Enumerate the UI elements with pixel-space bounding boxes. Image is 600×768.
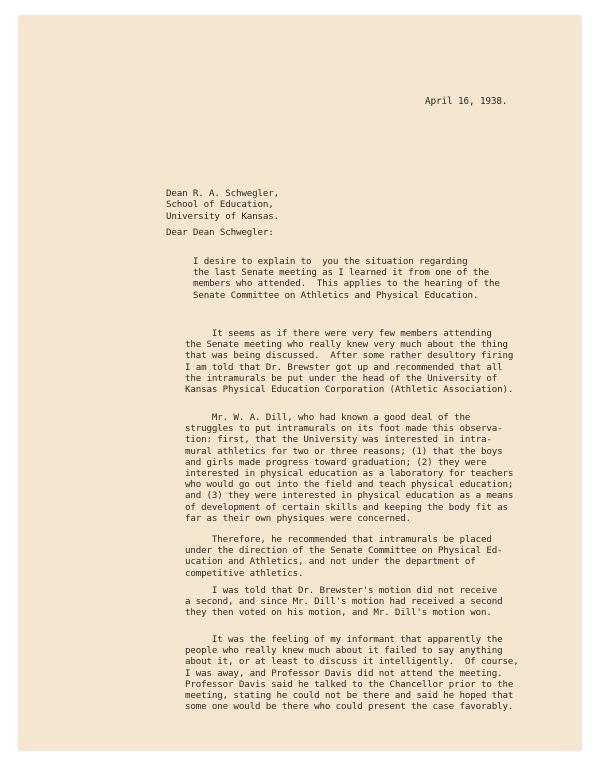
paragraph-line: some one would be there who could present the case favorably. — [185, 701, 514, 713]
paragraph-line: Mr. W. A. Dill, who had known a good deal of the — [185, 412, 471, 423]
paragraph-line: I desire to explain to you the situation regarding — [193, 256, 468, 267]
paragraph-line: competitive athletics. — [185, 567, 304, 579]
recipient-institution: University of Kansas. — [166, 210, 280, 222]
paragraph-line: of development of certain skills and keeping the body fit as — [185, 501, 508, 513]
paragraph-line: interested in physical education as a laboratory for teachers — [185, 468, 514, 480]
paragraph-line: Professor Davis said he talked to the Chancellor prior to the — [185, 678, 514, 690]
salutation: Dear Dean Schwegler: — [166, 227, 274, 238]
paragraph-line: ucation and Athletics, and not under the department of — [185, 556, 476, 568]
paragraph-line: the last Senate meeting as I learned it from one of the — [193, 267, 489, 279]
paragraph-3 — [185, 412, 513, 524]
paragraph-line: I was told that Dr. Brewster's motion did not receive — [185, 585, 498, 596]
paragraph-line: far as their own physiques were concerned. — [185, 512, 412, 524]
paragraph-line: a second, and since Mr. Dill's motion had received a second — [185, 596, 503, 608]
paragraph-line: struggles to put intramurals on its foot made this observa- — [185, 423, 503, 435]
paragraph-line: tion: first, that the University was interested in intra- — [185, 434, 492, 446]
paragraph-5 — [185, 585, 503, 619]
paragraph-line: I was away, and Professor Davis did not attend the meeting. — [185, 667, 503, 679]
paragraph-line: It seems as if there were very few members attending — [185, 328, 492, 339]
paragraph-line: they then voted on his motion, and Mr. Dill's motion won. — [185, 607, 492, 619]
paragraph-6 — [185, 634, 519, 712]
paragraph-line: that was being discussed. After some rather desultory firing — [185, 350, 514, 362]
paragraph-line: the Senate meeting who really knew very much about the thing — [185, 339, 508, 351]
recipient-address — [166, 188, 279, 222]
paragraph-line: and girls made progress toward graduation; (2) they were — [185, 456, 487, 468]
paragraph-line: under the direction of the Senate Committee on Physical Ed- — [185, 545, 503, 557]
paragraph-line: the intramurals be put under the head of the University of — [185, 372, 498, 384]
paragraph-2 — [185, 328, 513, 395]
paragraph-4 — [185, 534, 503, 579]
paragraph-line: It was the feeling of my informant that apparently the — [185, 634, 503, 645]
paragraph-line: Senate Committee on Athletics and Physical Education. — [193, 289, 479, 301]
paragraph-line: Kansas Physical Education Corporation (Athletic Association). — [185, 384, 514, 396]
paragraph-line: meeting, stating he could not be there and said he hoped that — [185, 690, 514, 702]
letter-date: April 16, 1938. — [425, 96, 508, 107]
paragraph-1 — [193, 256, 500, 301]
paragraph-line: Therefore, he recommended that intramurals be placed — [185, 534, 492, 545]
recipient-name: Dean R. A. Schwegler, — [166, 188, 280, 199]
paragraph-line: and (3) they were interested in physical education as a means — [185, 490, 514, 502]
paragraph-line: people who really knew much about it failed to say anything — [185, 645, 503, 657]
letter-page — [19, 16, 581, 750]
paragraph-line: members who attended. This applies to the hearing of the — [193, 278, 500, 290]
paragraph-line: who would go out into the field and teach physical education; — [185, 479, 514, 491]
paragraph-line: about it, or at least to discuss it intelligently. Of course, — [185, 656, 519, 668]
recipient-department: School of Education, — [166, 199, 274, 211]
paragraph-line: mural athletics for two or three reasons; (1) that the boys — [185, 445, 503, 457]
paragraph-line: I am told that Dr. Brewster got up and recommended that all — [185, 361, 503, 373]
